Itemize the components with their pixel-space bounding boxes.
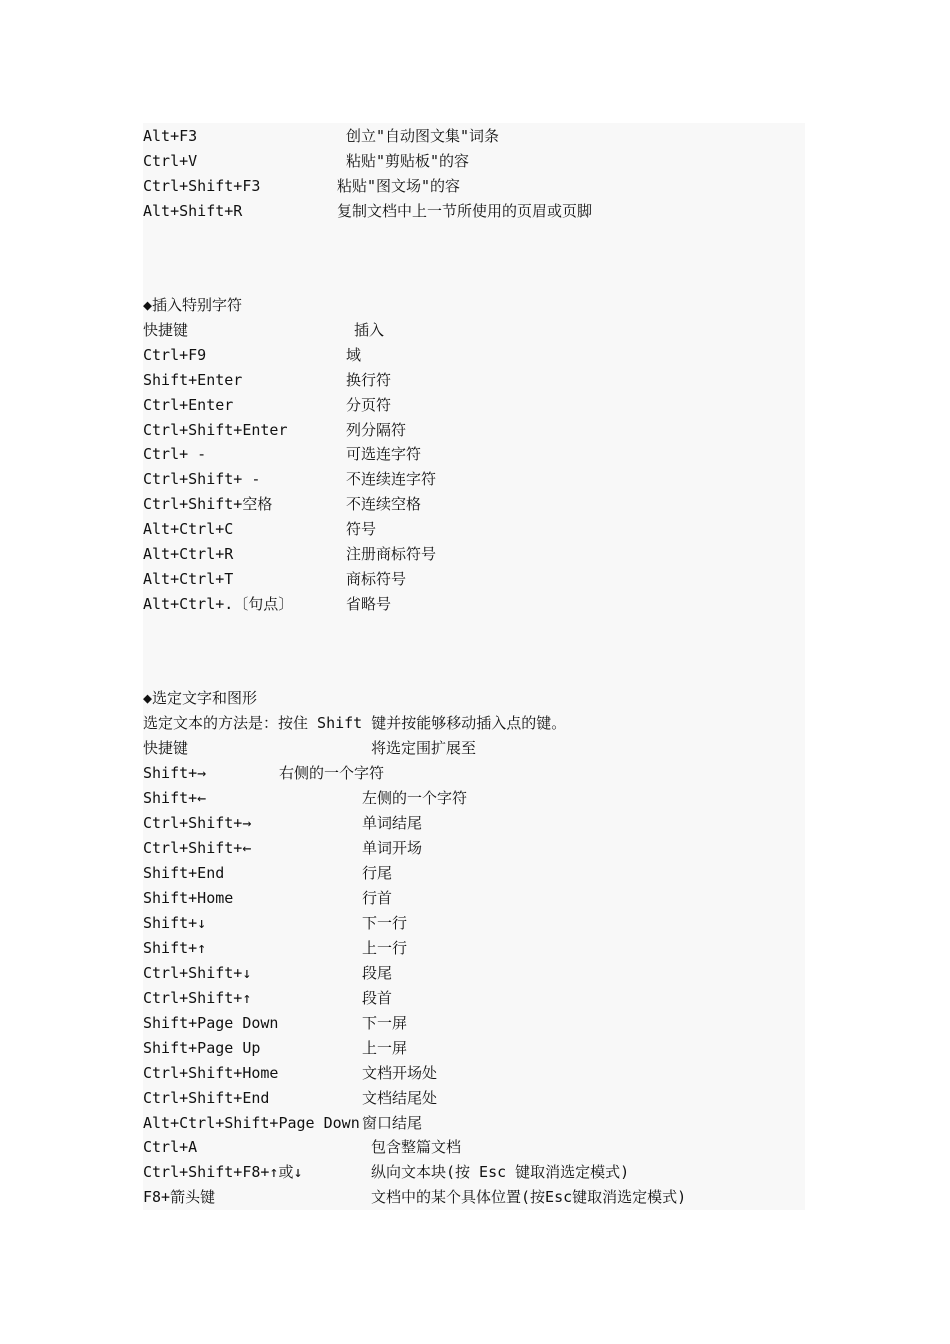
section-heading-select-text: ◆选定文字和图形 <box>143 689 258 707</box>
shortcut-desc: 换行符 <box>346 371 392 389</box>
shortcut-row <box>143 886 393 911</box>
shortcut-desc: 包含整篇文档 <box>371 1138 462 1156</box>
shortcut-desc: 不连续连字符 <box>346 470 437 488</box>
shortcut-row <box>143 786 468 811</box>
shortcut-desc: 符号 <box>346 520 377 538</box>
shortcut-desc: 行首 <box>362 889 393 907</box>
shortcut-key: Alt+Ctrl+R <box>143 545 234 563</box>
shortcut-key: Ctrl+A <box>143 1138 198 1156</box>
shortcut-key: Alt+Ctrl+C <box>143 520 234 538</box>
shortcut-row <box>143 542 437 567</box>
shortcut-row <box>143 986 393 1011</box>
shortcut-desc: 窗口结尾 <box>362 1114 423 1132</box>
shortcut-key: Ctrl+Shift+Enter <box>143 421 288 439</box>
section-heading-special-chars: ◆插入特别字符 <box>143 296 243 314</box>
shortcut-row <box>143 836 423 861</box>
header-key: 快捷键 <box>143 321 189 339</box>
shortcut-desc: 纵向文本块(按 Esc 键取消选定模式) <box>371 1163 630 1181</box>
shortcut-key: Shift+↑ <box>143 939 207 957</box>
shortcut-key: Shift+Page Up <box>143 1039 261 1057</box>
shortcut-row <box>143 368 392 393</box>
shortcut-desc: 上一行 <box>362 939 408 957</box>
shortcut-row <box>143 1185 687 1210</box>
shortcut-row <box>143 1061 438 1086</box>
header-key: 快捷键 <box>143 739 189 757</box>
shortcut-key: Ctrl+Shift+ - <box>143 470 261 488</box>
shortcut-key: Shift+← <box>143 789 207 807</box>
shortcut-row <box>143 961 393 986</box>
shortcut-desc: 创立"自动图文集"词条 <box>346 127 500 145</box>
shortcut-desc: 粘贴"图文场"的容 <box>337 177 461 195</box>
shortcut-desc: 注册商标符号 <box>346 545 437 563</box>
shortcut-desc: 文档开场处 <box>362 1064 438 1082</box>
shortcut-key: Shift+↓ <box>143 914 207 932</box>
shortcut-row <box>143 124 500 149</box>
shortcut-desc: 单词结尾 <box>362 814 423 832</box>
shortcut-key: Ctrl+ - <box>143 445 207 463</box>
table-header <box>143 318 385 343</box>
shortcut-desc: 分页符 <box>346 396 392 414</box>
shortcut-key: Alt+Ctrl+.〔句点〕 <box>143 595 294 613</box>
shortcut-desc: 单词开场 <box>362 839 423 857</box>
shortcut-key: Shift+→ <box>143 764 207 782</box>
shortcut-row <box>143 761 385 786</box>
shortcut-row <box>143 911 408 936</box>
shortcut-key: Alt+Ctrl+Shift+Page Down <box>143 1114 360 1132</box>
shortcut-desc: 域 <box>346 346 362 364</box>
shortcut-row <box>143 442 422 467</box>
shortcut-row <box>143 467 437 492</box>
shortcut-row <box>143 1011 408 1036</box>
header-desc: 插入 <box>354 321 385 339</box>
shortcut-key: Ctrl+F9 <box>143 346 207 364</box>
shortcut-desc: 段首 <box>362 989 393 1007</box>
document-page <box>143 123 805 1210</box>
shortcut-row <box>143 861 393 886</box>
shortcut-key: Shift+Enter <box>143 371 243 389</box>
shortcut-key: Ctrl+Shift+End <box>143 1089 270 1107</box>
shortcut-key: Alt+Shift+R <box>143 202 243 220</box>
shortcut-row <box>143 418 407 443</box>
shortcut-desc: 行尾 <box>362 864 393 882</box>
shortcut-desc: 下一屏 <box>362 1014 408 1032</box>
header-desc: 将选定围扩展至 <box>371 739 477 757</box>
shortcut-key: F8+箭头键 <box>143 1188 216 1206</box>
shortcut-row <box>143 149 470 174</box>
shortcut-key: Alt+F3 <box>143 127 198 145</box>
shortcut-row <box>143 517 377 542</box>
shortcut-desc: 复制文档中上一节所使用的页眉或页脚 <box>337 202 593 220</box>
shortcut-key: Ctrl+Shift+→ <box>143 814 252 832</box>
shortcut-desc: 下一行 <box>362 914 408 932</box>
shortcut-key: Ctrl+Enter <box>143 396 234 414</box>
shortcut-key: Ctrl+Shift+↓ <box>143 964 252 982</box>
shortcut-row <box>143 811 423 836</box>
shortcut-desc: 上一屏 <box>362 1039 408 1057</box>
shortcut-key: Ctrl+Shift+↑ <box>143 989 252 1007</box>
shortcut-row <box>143 1086 438 1111</box>
shortcut-key: Ctrl+Shift+F8+↑或↓ <box>143 1163 303 1181</box>
shortcut-key: Shift+End <box>143 864 225 882</box>
shortcut-row <box>143 492 422 517</box>
shortcut-row <box>143 592 392 617</box>
shortcut-desc: 列分隔符 <box>346 421 407 439</box>
shortcut-desc: 文档结尾处 <box>362 1089 438 1107</box>
shortcut-row <box>143 174 461 199</box>
shortcut-row <box>143 343 362 368</box>
shortcut-row <box>143 1160 630 1185</box>
table-header <box>143 736 477 761</box>
shortcut-key: Ctrl+Shift+空格 <box>143 495 273 513</box>
shortcut-row <box>143 936 408 961</box>
shortcut-row <box>143 567 407 592</box>
shortcut-key: Shift+Home <box>143 889 234 907</box>
shortcut-row <box>143 393 392 418</box>
shortcut-desc: 段尾 <box>362 964 393 982</box>
shortcut-desc: 商标符号 <box>346 570 407 588</box>
shortcut-key: Shift+Page Down <box>143 1014 279 1032</box>
section-note: 选定文本的方法是：按住 Shift 键并按能够移动插入点的键。 <box>143 714 567 732</box>
shortcut-row <box>143 1036 408 1061</box>
shortcut-desc: 省略号 <box>346 595 392 613</box>
shortcut-row <box>143 1111 423 1136</box>
shortcut-desc: 左侧的一个字符 <box>362 789 468 807</box>
shortcut-key: Ctrl+V <box>143 152 198 170</box>
shortcut-desc: 粘贴"剪贴板"的容 <box>346 152 470 170</box>
shortcut-desc: 文档中的某个具体位置(按Esc键取消选定模式) <box>371 1188 687 1206</box>
shortcut-key: Alt+Ctrl+T <box>143 570 234 588</box>
shortcut-desc: 不连续空格 <box>346 495 422 513</box>
shortcut-key: Ctrl+Shift+← <box>143 839 252 857</box>
shortcut-desc: 可选连字符 <box>346 445 422 463</box>
shortcut-desc: 右侧的一个字符 <box>279 764 385 782</box>
shortcut-row <box>143 199 593 224</box>
shortcut-key: Ctrl+Shift+F3 <box>143 177 261 195</box>
shortcut-key: Ctrl+Shift+Home <box>143 1064 279 1082</box>
shortcut-row <box>143 1135 462 1160</box>
